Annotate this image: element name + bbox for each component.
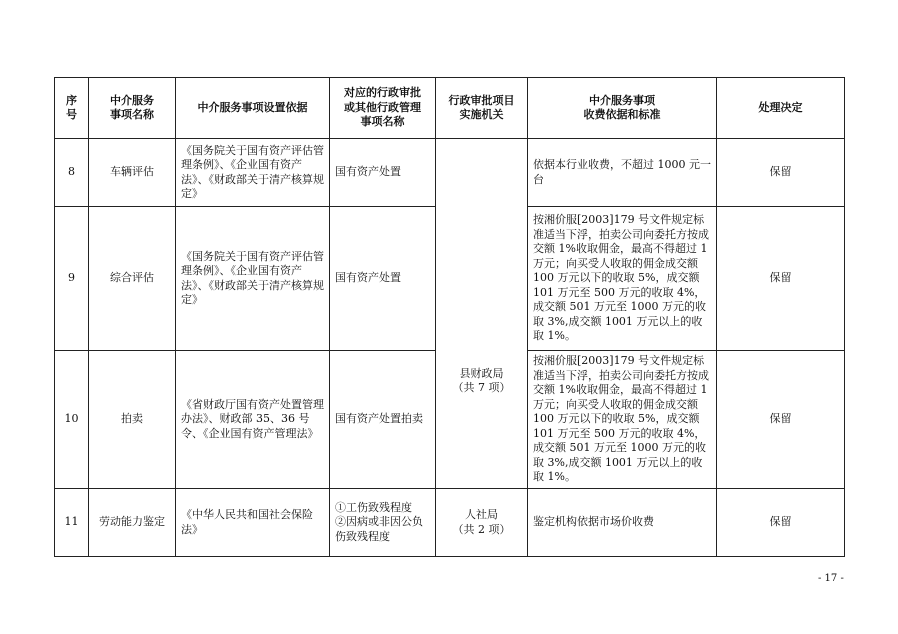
- header-name-text: 中介服务 事项名称: [110, 93, 154, 121]
- header-no: [55, 78, 89, 139]
- row-decision: 保留: [717, 489, 845, 557]
- row-name: 综合评估: [89, 207, 176, 351]
- row-decision: 保留: [717, 207, 845, 351]
- services-table: [54, 77, 845, 557]
- header-fee: [528, 78, 717, 139]
- row-agency: [436, 489, 528, 557]
- row-name: 车辆评估: [89, 139, 176, 207]
- row-matter: 国有资产处置拍卖: [330, 351, 436, 489]
- row-fee: 按湘价服[2003]179 号文件规定标准适当下浮，拍卖公司向委托方按成交额 1%收取佣金，最高不得超过 1 万元；向买受人收取的佣金成交额 100 万元以下的收取 5%，成交额 101 万元至 500 万元的收取 4%，成交额 501 万元至 1000 万元的收取 3%,成交额 1001 万元以上的收取 1%。: [528, 351, 717, 489]
- row-matter: [330, 489, 436, 557]
- row-fee: 依据本行业收费，不超过 1000 元一台: [528, 139, 717, 207]
- row-basis: 《省财政厅国有资产处置管理办法》、财政部 35、36 号令、《企业国有资产管理法》: [176, 351, 330, 489]
- row-basis: 《中华人民共和国社会保险法》: [176, 489, 330, 557]
- header-fee-text: 中介服务事项 收费依据和标准: [583, 93, 661, 121]
- row-matter: 国有资产处置: [330, 207, 436, 351]
- row-basis: 《国务院关于国有资产评估管理条例》、《企业国有资产法》、《财政部关于清产核算规定》: [176, 207, 330, 351]
- merged-agency-cell: [436, 139, 528, 489]
- row-matter-text: ①工伤致残程度 ②因病或非因公负伤致残程度: [335, 500, 423, 543]
- row-name: 拍卖: [89, 351, 176, 489]
- merged-agency-text: 县财政局 （共 7 项）: [452, 366, 511, 394]
- row-fee: 鉴定机构依据市场价收费: [528, 489, 717, 557]
- header-matter-text: 对应的行政审批 或其他行政管理 事项名称: [344, 86, 421, 129]
- header-agency-text: 行政审批项目 实施机关: [448, 93, 515, 121]
- header-decision: [717, 78, 845, 139]
- header-basis: [176, 78, 330, 139]
- table-row: [55, 489, 845, 557]
- header-matter: [330, 78, 436, 139]
- row-no: 10: [55, 351, 89, 489]
- row-matter: 国有资产处置: [330, 139, 436, 207]
- header-name: [89, 78, 176, 139]
- row-basis: 《国务院关于国有资产评估管理条例》、《企业国有资产法》、《财政部关于清产核算规定》: [176, 139, 330, 207]
- row-decision: 保留: [717, 351, 845, 489]
- page-number: - 17 -: [818, 573, 844, 584]
- row-no: 9: [55, 207, 89, 351]
- row-fee: 按湘价服[2003]179 号文件规定标准适当下浮，拍卖公司向委托方按成交额 1%收取佣金，最高不得超过 1 万元；向买受人收取的佣金成交额 100 万元以下的收取 5%，成交额 101 万元至 500 万元的收取 4%，成交额 501 万元至 1000 万元的收取 3%,成交额 1001 万元以上的收取 1%。: [528, 207, 717, 351]
- row-name: 劳动能力鉴定: [89, 489, 176, 557]
- row-decision: 保留: [717, 139, 845, 207]
- header-no-text: 序 号: [66, 93, 77, 121]
- header-row: [55, 78, 845, 139]
- header-basis-text: 中介服务事项设置依据: [197, 100, 308, 114]
- header-agency: [436, 78, 528, 139]
- table-row: [55, 139, 845, 207]
- row-no: 11: [55, 489, 89, 557]
- row-no: 8: [55, 139, 89, 207]
- header-decision-text: 处理决定: [758, 100, 803, 114]
- row-agency-text: 人社局 （共 2 项）: [452, 508, 511, 536]
